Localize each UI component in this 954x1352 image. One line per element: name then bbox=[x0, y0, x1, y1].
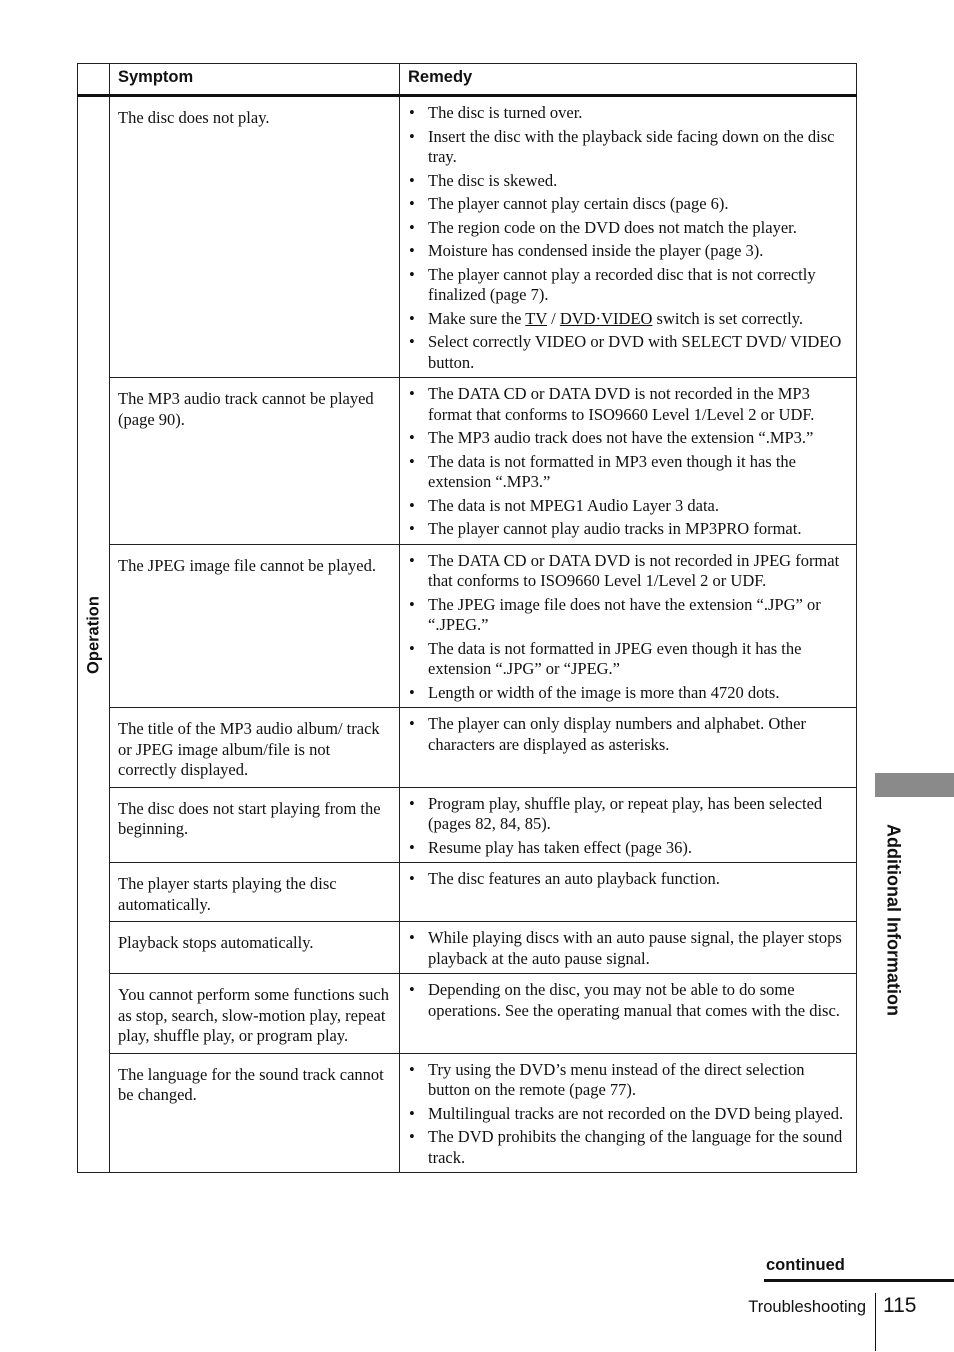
remedy-list bbox=[408, 794, 848, 859]
troubleshooting-table bbox=[77, 63, 857, 1173]
table-row bbox=[78, 974, 857, 1054]
remedy-item: • The disc features an auto playback function. bbox=[408, 869, 848, 890]
table-row bbox=[78, 378, 857, 545]
remedy-text: / bbox=[547, 308, 560, 328]
remedy-item: • While playing discs with an auto pause signal, the player stops playback at the auto pause signal. bbox=[408, 928, 848, 969]
remedy-item: • Length or width of the image is more than 4720 dots. bbox=[408, 683, 848, 704]
remedy-cell bbox=[400, 378, 857, 545]
remedy-item: • The player cannot play a recorded disc that is not correctly finalized (page 7). bbox=[408, 265, 848, 306]
symptom-cell: The title of the MP3 audio album/ track or JPEG image album/file is not correctly displayed. bbox=[110, 708, 400, 788]
remedy-text: switch is set correctly. bbox=[652, 308, 804, 328]
remedy-item: • The player can only display numbers and alphabet. Other characters are displayed as asterisks. bbox=[408, 714, 848, 755]
footer-divider bbox=[875, 1293, 876, 1351]
remedy-item: • The data is not MPEG1 Audio Layer 3 data. bbox=[408, 496, 848, 517]
remedy-item-switch bbox=[408, 309, 848, 330]
remedy-item: • The MP3 audio track does not have the extension “.MP3.” bbox=[408, 428, 848, 449]
table-row bbox=[78, 708, 857, 788]
symptom-cell: Playback stops automatically. bbox=[110, 922, 400, 974]
remedy-item: • The DATA CD or DATA DVD is not recorded in JPEG format that conforms to ISO9660 Level 1/Level 2 or UDF. bbox=[408, 551, 848, 592]
remedy-text: Make sure the bbox=[428, 308, 526, 328]
remedy-item: • Insert the disc with the playback side facing down on the disc tray. bbox=[408, 127, 848, 168]
section-tab-marker bbox=[875, 773, 954, 797]
remedy-item: • Depending on the disc, you may not be able to do some operations. See the operating manual that comes with the disc. bbox=[408, 980, 848, 1021]
remedy-item: • Program play, shuffle play, or repeat play, has been selected (pages 82, 84, 85). bbox=[408, 794, 848, 835]
remedy-item: • The disc is turned over. bbox=[408, 103, 848, 124]
remedy-item: • Select correctly VIDEO or DVD with SELECT DVD/ VIDEO button. bbox=[408, 332, 848, 373]
remedy-item: • Moisture has condensed inside the player (page 3). bbox=[408, 241, 848, 262]
category-label: Operation bbox=[84, 595, 102, 674]
remedy-list bbox=[408, 103, 848, 373]
dvd-video-switch-label: DVD·VIDEO bbox=[559, 308, 653, 328]
remedy-item: • Resume play has taken effect (page 36). bbox=[408, 838, 848, 859]
remedy-list bbox=[408, 714, 848, 755]
table-row bbox=[78, 1053, 857, 1173]
remedy-header: Remedy bbox=[400, 64, 857, 96]
section-side-label: Additional Information bbox=[883, 824, 904, 1016]
symptom-cell: You cannot perform some functions such as stop, search, slow-motion play, repeat play, shuffle play, or program play. bbox=[110, 974, 400, 1054]
remedy-item: • Multilingual tracks are not recorded on the DVD being played. bbox=[408, 1104, 848, 1125]
symptom-cell: The disc does not start playing from the beginning. bbox=[110, 787, 400, 863]
remedy-item: • The disc is skewed. bbox=[408, 171, 848, 192]
remedy-list bbox=[408, 1060, 848, 1169]
symptom-header: Symptom bbox=[110, 64, 400, 96]
remedy-list bbox=[408, 869, 848, 890]
remedy-cell bbox=[400, 922, 857, 974]
remedy-item: • The DATA CD or DATA DVD is not recorded in the MP3 format that conforms to ISO9660 Level 1/Level 2 or UDF. bbox=[408, 384, 848, 425]
symptom-cell: The MP3 audio track cannot be played (page 90). bbox=[110, 378, 400, 545]
table-row bbox=[78, 544, 857, 708]
page-number: 115 bbox=[883, 1294, 917, 1317]
footer-section-title: Troubleshooting bbox=[748, 1298, 866, 1316]
remedy-item: • Try using the DVD’s menu instead of the direct selection button on the remote (page 77). bbox=[408, 1060, 848, 1101]
remedy-list bbox=[408, 384, 848, 540]
remedy-cell bbox=[400, 708, 857, 788]
troubleshooting-table-container bbox=[77, 63, 857, 1173]
table-row bbox=[78, 787, 857, 863]
table-row bbox=[78, 863, 857, 922]
symptom-cell: The JPEG image file cannot be played. bbox=[110, 544, 400, 708]
remedy-cell bbox=[400, 96, 857, 378]
remedy-item: • The player cannot play certain discs (page 6). bbox=[408, 194, 848, 215]
remedy-list bbox=[408, 928, 848, 969]
continued-label: continued bbox=[766, 1256, 845, 1274]
remedy-item: • The data is not formatted in JPEG even though it has the extension “.JPG” or “JPEG.” bbox=[408, 639, 848, 680]
remedy-list bbox=[408, 551, 848, 704]
table-row bbox=[78, 96, 857, 378]
remedy-item: • The JPEG image file does not have the extension “.JPG” or “.JPEG.” bbox=[408, 595, 848, 636]
remedy-cell bbox=[400, 544, 857, 708]
symptom-cell: The disc does not play. bbox=[110, 96, 400, 378]
remedy-item: • The player cannot play audio tracks in MP3PRO format. bbox=[408, 519, 848, 540]
remedy-cell bbox=[400, 787, 857, 863]
tv-switch-label: TV bbox=[525, 308, 547, 328]
table-row bbox=[78, 922, 857, 974]
remedy-item: • The region code on the DVD does not match the player. bbox=[408, 218, 848, 239]
symptom-cell: The player starts playing the disc automatically. bbox=[110, 863, 400, 922]
category-cell bbox=[78, 96, 110, 1173]
continued-rule bbox=[764, 1279, 954, 1282]
remedy-cell bbox=[400, 1053, 857, 1173]
category-header-cell bbox=[78, 64, 110, 96]
symptom-cell: The language for the sound track cannot be changed. bbox=[110, 1053, 400, 1173]
remedy-cell bbox=[400, 974, 857, 1054]
remedy-item: • The data is not formatted in MP3 even though it has the extension “.MP3.” bbox=[408, 452, 848, 493]
remedy-list bbox=[408, 980, 848, 1021]
remedy-cell bbox=[400, 863, 857, 922]
remedy-item: • The DVD prohibits the changing of the language for the sound track. bbox=[408, 1127, 848, 1168]
table-header-row bbox=[78, 64, 857, 96]
